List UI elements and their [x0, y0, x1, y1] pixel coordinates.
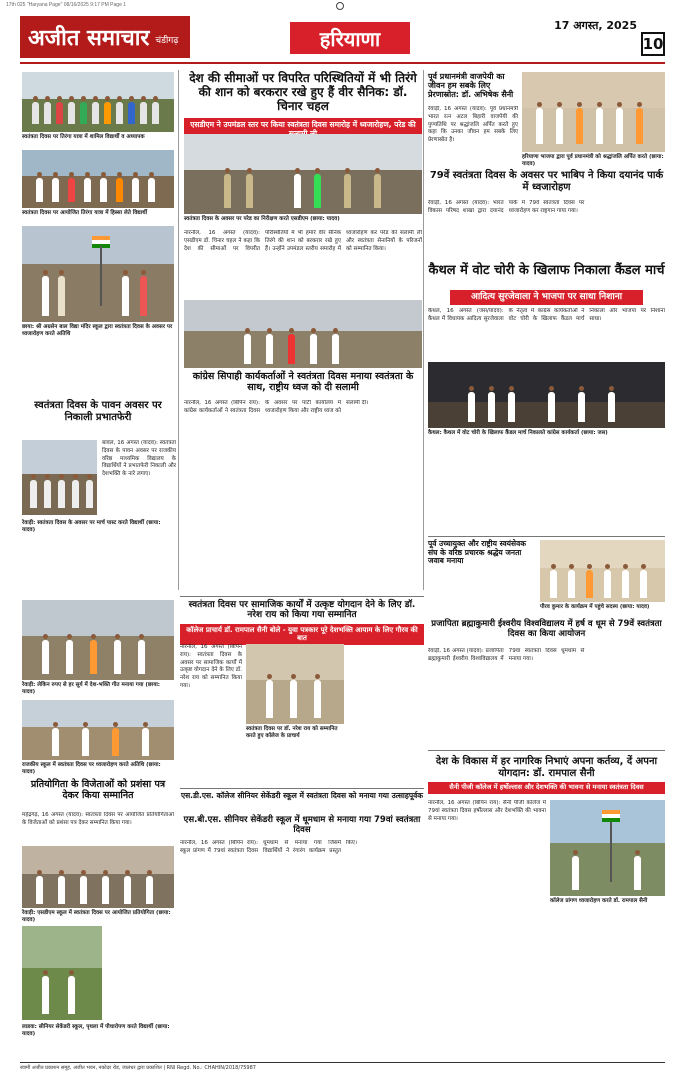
- lead-headline: देश की सीमाओं पर विपरित परिस्थितियों में भी तिरंगे की शान को बरकरार रखे हुए हैं वीर सैनिक: डॉ. चिनार चहल: [189, 71, 417, 113]
- lead-photo: [184, 134, 422, 214]
- page-number: 10: [641, 32, 665, 56]
- photo-parade-1: [22, 72, 174, 132]
- print-meta: 17th 025 "Haryana Page" 08/16/2025 9:17 PM Page 1: [6, 2, 127, 8]
- right-top-body: रेवाड़ी, 16 अगस्त (यादव): पूर्व प्रधानमंत्री भारत रत्न अटल बिहारी वाजपेयी की पुण्यतिथि पर श्रद्धांजलि अर्पित करते हुए कहा कि उनका जीवन हम सबके लिए प्रेरणास्रोत है।: [428, 106, 518, 144]
- photo-college-flag: [550, 800, 665, 896]
- caption: रेवाड़ी: लेकिन रुपए से हर सूर्य में देश-भक्ति गीत मनाया गया (छाया: यादव): [22, 682, 161, 696]
- photo-band2: [22, 600, 174, 680]
- photo-school: [22, 700, 174, 760]
- registration-mark: [336, 2, 344, 10]
- caption: रेवाड़ी: स्वतंत्रता दिवस के अवसर पर मार्च पास्ट करते विद्यार्थी (छाया: यादव): [22, 520, 161, 534]
- center-headline-2: कांग्रेस सिपाही कार्यकर्ताओं ने स्वतंत्रता दिवस मनाया स्वतंत्रता के साथ, राष्ट्रीय ध्वज को दी सलामी: [192, 371, 414, 393]
- photo-parade-2: [22, 150, 174, 208]
- caption: रेवाड़ी: एसडीएम स्कूल में स्वतंत्रता दिवस पर आयोजित प्रतियोगिता (छाया: यादव): [22, 910, 171, 924]
- caption: छाया: श्री अग्रसेन बाल विद्या मंदिर स्कूल द्वारा स्वतंत्रता दिवस के अवसर पर ध्वजारोहण करते अतिथि: [22, 324, 173, 338]
- photo-march-past: [22, 440, 97, 515]
- photo-flag-hoisting: [22, 226, 174, 322]
- band2-headline: स्वतंत्रता दिवस पर सामाजिक कार्यों में उत्कृष्ट योगदान देने के लिए डॉ. नरेश राय को किया गया सम्मानित: [188, 600, 416, 621]
- mid-right-headline: पूर्व उच्चायुक्त और राष्ट्रीय स्वयंसेवक संघ के वरिष्ठ प्रचारक श्रद्धेय जनता जवाब मनाया: [428, 539, 527, 566]
- bottom-right-headline: देश के विकास में हर नागरिक निभाएं अपना कर्तव्य, दें अपना योगदान: डॉ. रामपाल सैनी: [435, 756, 658, 779]
- divider: [428, 750, 665, 751]
- divider: [180, 596, 424, 597]
- right-top-headline: पूर्व प्रधानमंत्री वाजपेयी का जीवन हम सबके लिए प्रेरणास्रोत: डॉ. अभिषेक सैनी: [428, 72, 514, 100]
- center-lower-body: नारनौल, 16 अगस्त (बिपिन राय): स्कूल प्रांगण में 79वां स्वतंत्रता दिवस धूमधाम से मनाया गया जिसमें विद्यार्थियों ने रंगारंग कार्यक्रम प्रस्तुत किए।: [180, 840, 357, 854]
- center-lower-headline-2: एस.बी.एस. सीनियर सेकेंडरी स्कूल में धूमधाम से मनाया गया 79वां स्वतंत्रता दिवस: [183, 815, 421, 835]
- lead-body: नारनौल, 16 अगस्त (यादव): एसडीएम डॉ. चिनार चहल ने कहा कि देश की सीमाओं पर विपरीत परिस्थितियों में भी हमारे वीर सैनिक तिरंगे की शान को बरकरार रखे हुए हैं। उन्होंने उपमंडल स्तरीय समारोह में ध्वजारोहण कर परेड की सलामी ली और स्वतंत्रता सेनानियों के परिजनों को सम्मानित किया।: [184, 230, 422, 252]
- city: चंडीगढ़: [155, 35, 179, 46]
- photo-competition: [22, 846, 174, 908]
- section-label: हरियाणा: [290, 22, 410, 54]
- photo-bk: [540, 540, 665, 602]
- divider: [180, 788, 424, 789]
- logo: अजीत समाचार: [28, 25, 150, 51]
- left-lower-body: महेंद्रगढ़, 16 अगस्त (यादव): स्वतंत्रता दिवस पर आयोजित प्रतियोगिताओं के विजेताओं को प्रशंसा पत्र देकर सम्मानित किया गया।: [22, 812, 174, 826]
- column-rule: [423, 70, 424, 590]
- band2-body: नारनौल, 16 अगस्त (बिपिन राय): स्वतंत्रता दिवस के अवसर पर सामाजिक कार्यों में उत्कृष्ट योगदान देने के लिए डॉ. नरेश राय को सम्मानित किया गया।: [180, 644, 242, 690]
- kaithal-headline: कैथल में वोट चोरी के खिलाफ निकाला कैंडल मार्च: [428, 263, 665, 278]
- masthead: [20, 14, 665, 64]
- photo-candle-march: [428, 362, 665, 428]
- caption: लाडवा: सीनियर सेकेंडरी स्कूल, पृथला में पौधारोपण करते विद्यार्थी (छाया: यादव): [22, 1024, 170, 1038]
- divider: [428, 536, 665, 537]
- caption: कैथल: कैथल में वोट चोरी के खिलाफ कैंडल मार्च निकालते कांग्रेस कार्यकर्ता (छाया: जस): [428, 430, 608, 436]
- photo-tribute: [522, 72, 665, 152]
- right-body-2: रेवाड़ी, 16 अगस्त (यादव): भारत विकास परिषद शाखा द्वारा दयानंद पार्क में 79वें स्वतंत्रता दिवस पर ध्वजारोहण कर राष्ट्रगान गाया गया।: [428, 200, 585, 214]
- center-body-2: नारनौल, 16 अगस्त (बिपिन राय): कांग्रेस कार्यकर्ताओं ने स्वतंत्रता दिवस के अवसर पर पार्टी कार्यालय में ध्वजारोहण किया और राष्ट्रीय ध्वज को सलामी दी।: [184, 400, 369, 414]
- logo-box: [20, 16, 190, 58]
- caption: हरियाणा भाजपा द्वारा पूर्व प्रधानमंत्री को श्रद्धांजलि अर्पित करते (छाया: यादव): [522, 154, 664, 168]
- kaithal-body: कैथल, 16 अगस्त (जस/यादव): कैथल में विधायक आदित्य सुरजेवाला के नेतृत्व में कांग्रेस कार्यकर्ताओं ने वोट चोरी के खिलाफ कैंडल मार्च निकाला और भाजपा पर निशाना साधा।: [428, 308, 665, 322]
- article-body: बावल, 16 अगस्त (यादव): स्वतंत्रता दिवस के पावन अवसर पर राजकीय वरिष्ठ माध्यमिक विद्यालय के विद्यार्थियों ने प्रभातफेरी निकाली और देशभक्ति के नारे लगाए।: [102, 440, 176, 478]
- lead-subhead: एसडीएम ने उपमंडल स्तर पर किया स्वतंत्रता दिवस समारोह में ध्वजारोहण, परेड की: [184, 118, 422, 140]
- column-rule: [178, 70, 179, 590]
- band2-subhead: कॉलेज प्राचार्य डॉ. रामपाल सैनी बोले - युवा पत्रकार पूरे देशभक्ति आयाम के लिए गौरव की बात: [180, 624, 424, 645]
- right-headline-2: 79वें स्वतंत्रता दिवस के अवसर पर भाबिप ने किया दयानंद पार्क में ध्वजारोहण: [429, 170, 664, 193]
- kaithal-kicker: आदित्य सुरजेवाला ने भाजपा पर साधा निशाना: [450, 290, 643, 305]
- issue-date: 17 अगस्त, 2025: [554, 19, 637, 32]
- photo-plantation: [22, 926, 102, 1020]
- caption: स्वतंत्रता दिवस पर आयोजित तिरंगा यात्रा में हिस्सा लेते विद्यार्थी: [22, 210, 148, 216]
- bottom-right-body: नारनौल, 16 अगस्त (बिपिन राय): सैनी पीजी कॉलेज में 79वां स्वतंत्रता दिवस हर्षोल्लास और देशभक्ति की भावना से मनाया गया।: [428, 800, 546, 822]
- caption: कॉलेज प्रांगण ध्वजारोहण करते डॉ. रामपाल सैनी: [550, 898, 648, 904]
- caption: पौरव कुमार के कार्यक्रम में पहुंचे सदस्य (छाया: यादव): [540, 604, 650, 610]
- photo-center-mid: [184, 300, 422, 368]
- mid-right-body-2: रेवाड़ी, 16 अगस्त (यादव): प्रजापिता ब्रह्माकुमारी ईश्वरीय विश्वविद्यालय में 79वां स्वतंत्रता दिवस धूमधाम से मनाया गया।: [428, 648, 585, 662]
- bottom-right-subhead: सैनी पीजी कॉलेज में हर्षोल्लास और देशभक्ति की भावना से मनाया स्वतंत्रता दिवस: [428, 782, 665, 794]
- caption: राजकीय स्कूल में स्वतंत्रता दिवस पर ध्वजारोहण करते अतिथि (छाया: यादव): [22, 762, 161, 776]
- left-lower-headline: प्रतियोगिता के विजेताओं को प्रशंसा पत्र देकर किया सम्मानित: [30, 779, 166, 801]
- center-lower-headline: एस.डी.एस. कॉलेज सीनियर सेकेंडरी स्कूल में स्वतंत्रता दिवस को मनाया गया उत्साहपूर्वक: [180, 791, 424, 800]
- headline: स्वतंत्रता दिवस के पावन अवसर पर निकाली प्रभातफेरी: [34, 400, 162, 423]
- mid-right-headline-2: प्रजापिता ब्रह्माकुमारी ईश्वरीय विश्वविद्यालय में हर्ष व धूम से 79वें स्वतंत्रता दिवस का किया आयोजन: [431, 619, 662, 639]
- footer: स्वामी अजीत प्रकाशन समूह, अजीत भवन, नकोदर रोड, जालंधर द्वारा प्रकाशित | RNI Regd. No.: CHAHIN/2018/75987: [20, 1062, 665, 1076]
- caption: स्वतंत्रता दिवस के अवसर पर परेड का निरीक्षण करते एसडीएम (छाया: यादव): [184, 216, 340, 222]
- caption: स्वतंत्रता दिवस पर तिरंगा यात्रा में शामिल विद्यार्थी व अध्यापक: [22, 134, 145, 140]
- caption: स्वतंत्रता दिवस पर डॉ. नरेश राय को सम्मानित करते हुए कॉलेज के प्राचार्य: [246, 726, 338, 740]
- photo-honour: [246, 644, 344, 724]
